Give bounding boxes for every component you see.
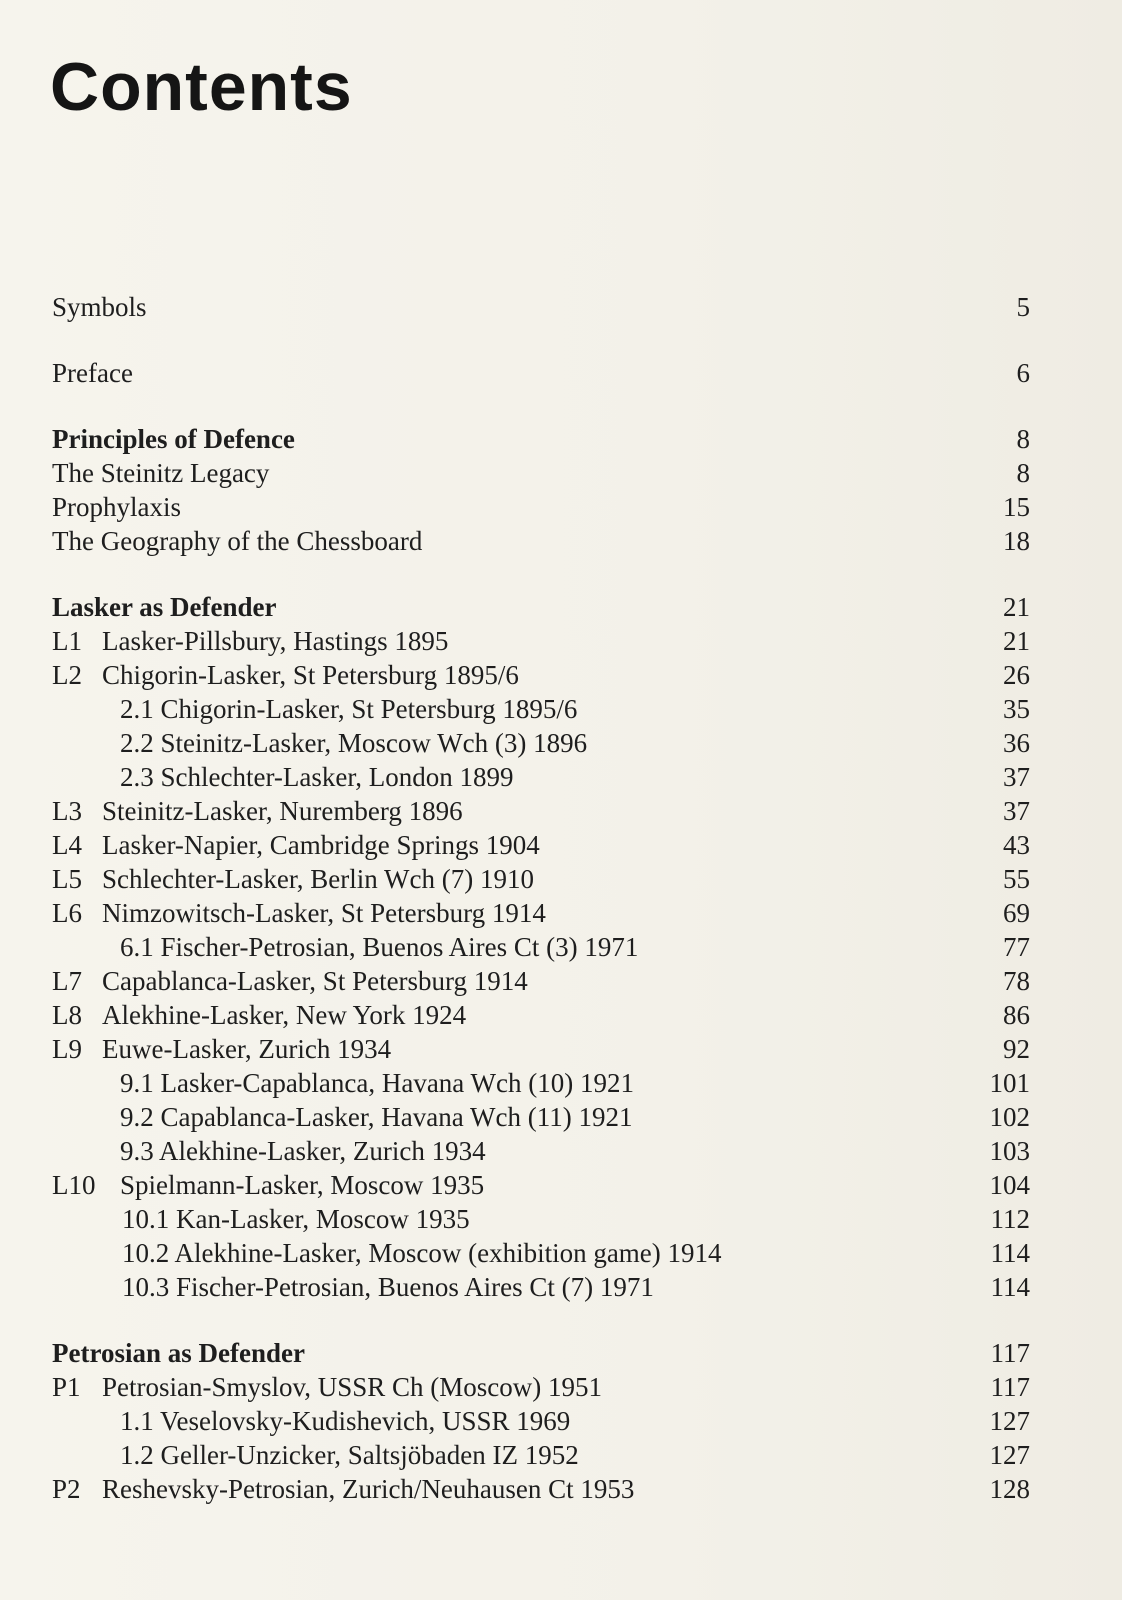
page-number: 8 bbox=[1016, 458, 1030, 488]
page-number: 102 bbox=[989, 1102, 1030, 1132]
entry-title: 2.1 Chigorin-Lasker, St Petersburg 1895/6 bbox=[120, 694, 578, 724]
toc-entry bbox=[0, 1270, 1122, 1304]
entry-title: Alekhine-Lasker, New York 1924 bbox=[102, 1000, 467, 1030]
page-number: 114 bbox=[990, 1238, 1030, 1268]
page-number: 104 bbox=[989, 1170, 1030, 1200]
page-number: 86 bbox=[1003, 1000, 1030, 1030]
game-number: L3 bbox=[52, 796, 82, 826]
entry-title: Prophylaxis bbox=[52, 492, 182, 522]
entry-title: 10.1 Kan-Lasker, Moscow 1935 bbox=[122, 1204, 470, 1234]
entry-title: Lasker-Napier, Cambridge Springs 1904 bbox=[102, 830, 540, 860]
page-number: 26 bbox=[1003, 660, 1030, 690]
entry-title: Spielmann-Lasker, Moscow 1935 bbox=[120, 1170, 485, 1200]
toc-entry bbox=[0, 998, 1122, 1032]
toc-entry bbox=[0, 964, 1122, 998]
page-number: 5 bbox=[1016, 292, 1030, 322]
entry-title: 6.1 Fischer-Petrosian, Buenos Aires Ct (3) 1971 bbox=[120, 932, 639, 962]
page-number: 114 bbox=[990, 1272, 1030, 1302]
page-title: Contents bbox=[50, 49, 353, 125]
entry-title: Schlechter-Lasker, Berlin Wch (7) 1910 bbox=[102, 864, 534, 894]
toc-entry bbox=[0, 356, 1122, 390]
toc-section-heading bbox=[0, 590, 1122, 624]
page-number: 15 bbox=[1003, 492, 1030, 522]
page-number: 37 bbox=[1003, 796, 1030, 826]
toc-entry bbox=[0, 1236, 1122, 1270]
entry-title: Reshevsky-Petrosian, Zurich/Neuhausen Ct 1953 bbox=[102, 1474, 635, 1504]
toc-entry bbox=[0, 1404, 1122, 1438]
entry-title: 9.1 Lasker-Capablanca, Havana Wch (10) 1921 bbox=[120, 1068, 635, 1098]
page-number: 101 bbox=[989, 1068, 1030, 1098]
page-number: 112 bbox=[990, 1204, 1030, 1234]
toc-section-heading bbox=[0, 422, 1122, 456]
page-number: 43 bbox=[1003, 830, 1030, 860]
game-number: L1 bbox=[52, 626, 82, 656]
page-number: 21 bbox=[1003, 626, 1030, 656]
entry-title: Symbols bbox=[52, 292, 147, 322]
entry-title: Petrosian-Smyslov, USSR Ch (Moscow) 1951 bbox=[102, 1372, 603, 1402]
page-number: 6 bbox=[1016, 358, 1030, 388]
entry-title: 10.3 Fischer-Petrosian, Buenos Aires Ct (7) 1971 bbox=[122, 1272, 654, 1302]
page-number: 8 bbox=[1016, 424, 1030, 454]
page-number: 35 bbox=[1003, 694, 1030, 724]
entry-title: Chigorin-Lasker, St Petersburg 1895/6 bbox=[102, 660, 519, 690]
toc-entry bbox=[0, 490, 1122, 524]
game-number: L8 bbox=[52, 1000, 82, 1030]
toc-entry bbox=[0, 658, 1122, 692]
game-number: L4 bbox=[52, 830, 82, 860]
entry-title: Petrosian as Defender bbox=[52, 1338, 305, 1368]
toc-entry bbox=[0, 692, 1122, 726]
toc-entry bbox=[0, 1100, 1122, 1134]
game-number: L6 bbox=[52, 898, 82, 928]
page-number: 36 bbox=[1003, 728, 1030, 758]
toc-entry bbox=[0, 1438, 1122, 1472]
toc-entry bbox=[0, 896, 1122, 930]
game-number: P1 bbox=[52, 1372, 81, 1402]
page-number: 55 bbox=[1003, 864, 1030, 894]
game-number: P2 bbox=[52, 1474, 81, 1504]
game-number: L9 bbox=[52, 1034, 82, 1064]
toc-entry bbox=[0, 930, 1122, 964]
page-number: 77 bbox=[1003, 932, 1030, 962]
game-number: L2 bbox=[52, 660, 82, 690]
entry-title: Lasker as Defender bbox=[52, 592, 277, 622]
toc-entry bbox=[0, 456, 1122, 490]
entry-title: 10.2 Alekhine-Lasker, Moscow (exhibition game) 1914 bbox=[122, 1238, 722, 1268]
page-number: 117 bbox=[990, 1372, 1030, 1402]
page-number: 69 bbox=[1003, 898, 1030, 928]
toc-entry bbox=[0, 624, 1122, 658]
page-number: 92 bbox=[1003, 1034, 1030, 1064]
entry-title: Principles of Defence bbox=[52, 424, 295, 454]
toc-entry bbox=[0, 794, 1122, 828]
page-number: 127 bbox=[989, 1440, 1030, 1470]
page-number: 117 bbox=[990, 1338, 1030, 1368]
entry-title: The Geography of the Chessboard bbox=[52, 526, 423, 556]
toc-entry bbox=[0, 1134, 1122, 1168]
toc-entry bbox=[0, 290, 1122, 324]
entry-title: 1.1 Veselovsky-Kudishevich, USSR 1969 bbox=[120, 1406, 571, 1436]
page-number: 127 bbox=[989, 1406, 1030, 1436]
entry-title: The Steinitz Legacy bbox=[52, 458, 270, 488]
page-number: 128 bbox=[989, 1474, 1030, 1504]
game-number: L5 bbox=[52, 864, 82, 894]
page-number: 78 bbox=[1003, 966, 1030, 996]
toc-entry bbox=[0, 1032, 1122, 1066]
toc-entry bbox=[0, 1472, 1122, 1506]
entry-title: Euwe-Lasker, Zurich 1934 bbox=[102, 1034, 392, 1064]
toc-entry bbox=[0, 1066, 1122, 1100]
entry-title: Preface bbox=[52, 358, 133, 388]
game-number: L10 bbox=[52, 1170, 96, 1200]
page-number: 21 bbox=[1003, 592, 1030, 622]
entry-title: Steinitz-Lasker, Nuremberg 1896 bbox=[102, 796, 463, 826]
entry-title: Nimzowitsch-Lasker, St Petersburg 1914 bbox=[102, 898, 546, 928]
toc-entry bbox=[0, 1370, 1122, 1404]
entry-title: 9.3 Alekhine-Lasker, Zurich 1934 bbox=[120, 1136, 486, 1166]
entry-title: 1.2 Geller-Unzicker, Saltsjöbaden IZ 1952 bbox=[120, 1440, 579, 1470]
page-number: 18 bbox=[1003, 526, 1030, 556]
toc-entry bbox=[0, 828, 1122, 862]
entry-title: Capablanca-Lasker, St Petersburg 1914 bbox=[102, 966, 528, 996]
entry-title: 2.3 Schlechter-Lasker, London 1899 bbox=[120, 762, 514, 792]
game-number: L7 bbox=[52, 966, 82, 996]
toc-entry bbox=[0, 1168, 1122, 1202]
toc-entry bbox=[0, 1202, 1122, 1236]
toc-entry bbox=[0, 726, 1122, 760]
page-number: 103 bbox=[989, 1136, 1030, 1166]
entry-title: 9.2 Capablanca-Lasker, Havana Wch (11) 1921 bbox=[120, 1102, 633, 1132]
toc-entry bbox=[0, 524, 1122, 558]
page-number: 37 bbox=[1003, 762, 1030, 792]
toc-section-heading bbox=[0, 1336, 1122, 1370]
entry-title: 2.2 Steinitz-Lasker, Moscow Wch (3) 1896 bbox=[120, 728, 588, 758]
toc-entry bbox=[0, 760, 1122, 794]
toc-entry bbox=[0, 862, 1122, 896]
entry-title: Lasker-Pillsbury, Hastings 1895 bbox=[102, 626, 449, 656]
